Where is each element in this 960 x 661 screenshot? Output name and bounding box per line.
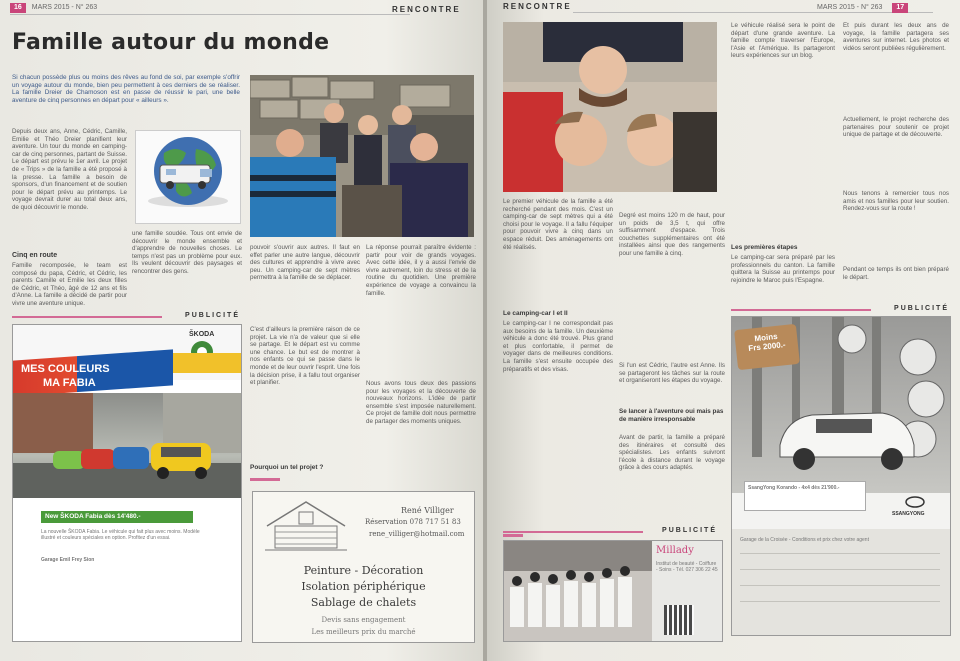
- article-body-6: La réponse pourrait paraître évidente : partir pour voir de grands voyages. Avec cette idée, il y a aussi l'envie de vivre autrement, loin du stress et de la routine du quotidien. Une première expérience de voyage a convaincu la famille.: [366, 244, 476, 297]
- family-photo: [250, 75, 474, 237]
- skoda-yellow-stripe: [173, 353, 241, 373]
- skoda-ad-text: La nouvelle ŠKODA Fabia. Le véhicule qui fait plus avec moins. Modèle illustré et couleurs spéciales en option. Profitez d'un essai.: [41, 529, 200, 541]
- skoda-headline-1: MES COULEURS: [21, 363, 110, 375]
- villiger-tag-1: Devis sans engagement: [321, 616, 406, 624]
- globe-camper-illustration: [135, 130, 241, 224]
- left-header-rule: [10, 14, 410, 15]
- skoda-street-scene: [13, 393, 241, 498]
- skoda-headline-2: MA FABIA: [43, 377, 96, 389]
- right-section-tag: RENCONTRE: [503, 2, 572, 11]
- left-section-tag: RENCONTRE: [392, 5, 461, 14]
- right-col3-body: Le véhicule réalisé sera le point de départ d'une grande aventure. La famille compte traverser l'Europe, l'Asie et l'Amérique. Ils partageront leurs expériences sur un blog.: [731, 22, 835, 60]
- villiger-advertisement[interactable]: [252, 491, 475, 643]
- subtitle-aventure: Se lancer à l'aventure oui mais pas de manière irresponsable: [619, 408, 724, 423]
- millady-team-photo: [504, 541, 652, 641]
- article-title: Famille autour du monde: [12, 30, 330, 55]
- ssangyong-price-table: [732, 529, 950, 635]
- article-body-4: pouvoir s'ouvrir aux autres. Il faut en effet parler une autre langue, découvrir des cultures et apprendre à vivre avec peu. Un camping-car de sept mètres permettra à la famille de se déplacer.: [250, 244, 360, 282]
- millady-brand: Millady: [656, 545, 694, 556]
- article-intro: Si chacun possède plus ou moins des rêves au fond de soi, par exemple s'offrir un voyage autour du monde, bien peu permettent à ces derniers de se réaliser. La famille Dreier de Chamoson est en passe de réussir le pari, une belle aventure de cinq personnes en départ pour « ailleurs ».: [12, 74, 240, 104]
- ssangyong-ad-label: PUBLICITÉ: [731, 305, 949, 314]
- subtitle-camping-car: Le camping-car I et II: [503, 310, 568, 317]
- right-page-number: 17: [892, 3, 908, 13]
- millady-text: Institut de beauté - Coiffure - Soins - Tél. 027 306 22 45: [656, 561, 718, 573]
- right-col4-body-3: Nous tenons à remercier tous nos amis et nos familles pour leur soutien. Rendez-vous sur la route !: [843, 190, 949, 213]
- villiger-name: René Villiger: [401, 506, 454, 515]
- right-page-header: [817, 3, 908, 15]
- skoda-brand: ŠKODA: [189, 331, 215, 338]
- right-page: [487, 0, 960, 661]
- article-body-7: Nous avons tous deux des passions pour les voyages et la découverte de nouveaux horizons. L'idée de partir ensemble s'est imposée naturellement. Ce projet de famille doit nous permettre de partager des moments uniques.: [366, 380, 476, 425]
- ssangyong-info-card: SsangYong Korando - 4x4 dès 21'900.-: [744, 481, 866, 511]
- ssangyong-footer: Garage de la Croisée - Conditions et prix chez votre agent: [740, 537, 869, 543]
- right-col3-body-2: Le camping-car sera préparé par les professionnels du canton. La famille quittera la Suisse au printemps pour rejoindre le Maroc puis l'Espagne.: [731, 254, 835, 284]
- villiger-service-2: Isolation périphérique: [301, 580, 426, 593]
- ssangyong-logo-icon: [900, 495, 930, 509]
- villiger-email[interactable]: rene_villiger@hotmail.com: [369, 530, 465, 538]
- left-issue: MARS 2015 - N° 263: [31, 4, 98, 11]
- ssangyong-discount-badge: Moins Frs 2000.-: [734, 324, 800, 370]
- right-col2-body-3: Avant de partir, la famille a préparé des itinéraires et consulté des spécialistes. Les enfants suivront l'école à distance durant le voyage grâce à des cours adaptés.: [619, 434, 725, 472]
- left-page-number: 16: [10, 3, 26, 13]
- right-col2-body: Degré est moins 120 m de haut, pour un poids de 3,5 t, qui offre suffisamment d'espace. Trois couchettes supplémentaires ont été installées ainsi que des rangements pour une famille à cinq.: [619, 212, 725, 257]
- article-body-2: Famille recomposée, le team est composé du papa, Cédric, et Cédric, les parents Camille et Emilie les deux filles de Cédric, et Théo, âgé de 12 ans et fils d'Anne. La famille a décidé de partir pour vivre une aventure unique.: [12, 262, 127, 307]
- right-col1-body-2: Le camping-car I ne correspondait pas aux besoins de la famille. Un deuxième véhicule a donc été trouvé. Plus grand et plus confortable, il permet de voyager dans de meilleures conditions. La famille s'est ensuite occupée des préparatifs et des visas.: [503, 320, 613, 373]
- right-col4-body-2: Actuellement, le projet recherche des partenaires pour soutenir ce projet unique de partage et de découverte.: [843, 116, 949, 139]
- skoda-advertisement[interactable]: [12, 324, 242, 642]
- ssangyong-brand: SSANGYONG: [892, 511, 925, 517]
- children-photo: [503, 22, 717, 192]
- villiger-service-1: Peinture - Décoration: [303, 564, 424, 577]
- millady-advertisement[interactable]: [503, 540, 723, 642]
- right-col4-body-4: Pendant ce temps ils ont bien préparé le départ.: [843, 266, 949, 281]
- right-issue: MARS 2015 - N° 263: [817, 4, 883, 11]
- ssangyong-advertisement[interactable]: [731, 316, 951, 636]
- skoda-ad-label: PUBLICITÉ: [12, 312, 240, 321]
- right-col1-body: Le premier véhicule de la famille a été recherché pendant des mois. C'est un camping-car de sept mètres qui a été choisi pour le voyage. Il a fallu l'équiper pour pouvoir vivre à cinq dans un espace réduit. Des aménagements ont été réalisés.: [503, 198, 613, 251]
- right-col4-body: Et puis durant les deux ans de voyage, la famille partagera ses aventures sur internet. Les photos et vidéos seront publiées régulièrement.: [843, 22, 949, 52]
- right-col2-body-2: Si l'un est Cédric, l'autre est Anne. Ils se partageront les tâches sur la route et organiseront les étapes du voyage.: [619, 362, 725, 385]
- millady-qr-code[interactable]: [664, 605, 694, 635]
- subtitle-cinq-en-route: Cinq en route: [12, 252, 58, 259]
- villiger-service-3: Sablage de chalets: [310, 596, 417, 609]
- article-body-5: C'est d'ailleurs la première raison de ce projet. La vie n'a de valeur que si elle se partage. Et le départ est vu comme une chance. Le but est de montrer à nos enfants ce qui se passe dans le monde et de leur ouvrir l'esprit. Une fois la décision prise, il a fallu tout organiser et planifier.: [250, 326, 360, 387]
- villiger-phone: Réservation 078 717 51 83: [365, 518, 461, 526]
- skoda-price-banner: New ŠKODA Fabia dès 14'480.-: [41, 511, 193, 523]
- millady-ad-label: PUBLICITÉ: [503, 527, 717, 536]
- subtitle-premieres-etapes: Les premières étapes: [731, 244, 798, 251]
- article-body-3: une famille soudée. Tous ont envie de découvrir le monde ensemble et d'apprendre de nouvelles choses. Le temps n'est pas un problème pour eux. Ils veulent découvrir des paysages et rencontrer des gens.: [132, 230, 242, 275]
- separator-accent: [250, 478, 280, 481]
- skoda-garage: Garage Emil Frey Sion: [41, 557, 95, 563]
- subtitle-pourquoi: Pourquoi un tel projet ?: [250, 464, 324, 471]
- villiger-tag-2: Les meilleurs prix du marché: [311, 628, 416, 636]
- chalet-drawing-icon: [261, 498, 351, 554]
- article-body-1: Depuis deux ans, Anne, Cédric, Camille, Emilie et Théo Dreier planifient leur aventure. Un tour du monde en camping-car de cinq personnes, partant de Suisse. Le départ est prévu le 1er avril. Le projet de « Trips » de la famille a été proposé à la presse. La famille a besoin de sponsors, d'un financement et de soutien pour le départ prévu au printemps. Le voyage devrait durer au total deux ans, de quoi découvrir le monde.: [12, 128, 127, 211]
